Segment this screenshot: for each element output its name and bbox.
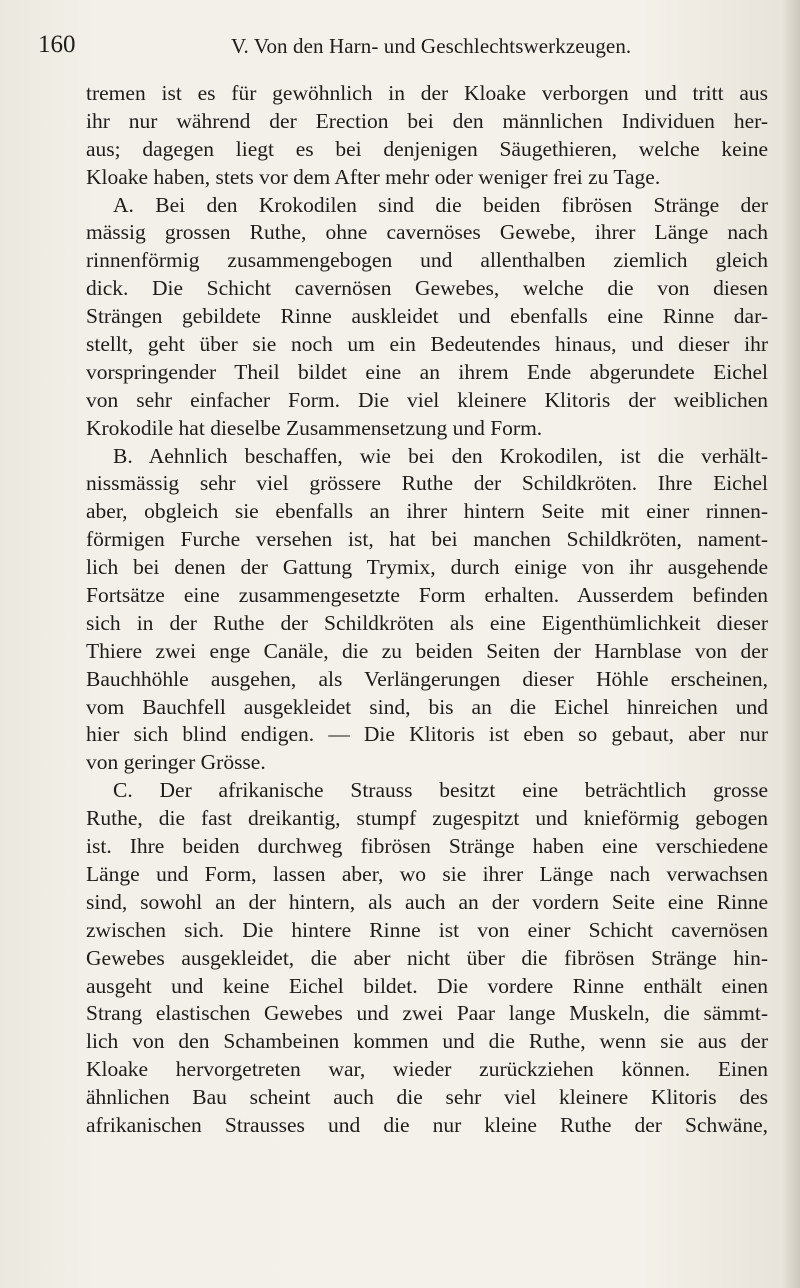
text-line: von geringer Grösse. (86, 750, 266, 775)
text-line: von sehr einfacher Form. Die viel kleinere Klitoris der weiblichen (86, 387, 768, 412)
text-line: nissmässig sehr viel grössere Ruthe der Schildkröten. Ihre Eichel (86, 471, 768, 496)
text-line: sind, sowohl an der hintern, als auch an der vordern Seite eine Rinne (86, 889, 768, 914)
text-line: mässig grossen Ruthe, ohne cavernöses Gewebe, ihrer Länge nach (86, 220, 768, 245)
text-line: Ruthe, die fast dreikantig, stumpf zugespitzt und knieförmig gebogen (86, 806, 768, 831)
text-line: Länge und Form, lassen aber, wo sie ihrer Länge nach verwachsen (86, 861, 768, 886)
text-line: Kloake haben, stets vor dem After mehr oder weniger frei zu Tage. (86, 164, 661, 189)
text-line: vom Bauchfell ausgekleidet sind, bis an die Eichel hinreichen und (86, 694, 768, 719)
text-line: dick. Die Schicht cavernösen Gewebes, welche die von diesen (86, 276, 768, 301)
text-line: zwischen sich. Die hintere Rinne ist von einer Schicht cavernösen (86, 917, 768, 942)
text-line: lich von den Schambeinen kommen und die Ruthe, wenn sie aus der (86, 1029, 768, 1054)
text-line: ähnlichen Bau scheint auch die sehr viel kleinere Klitoris des (86, 1085, 768, 1110)
body-text (86, 80, 768, 1140)
text-line: förmigen Furche versehen ist, hat bei manchen Schildkröten, nament- (86, 527, 768, 552)
text-line: lich bei denen der Gattung Trymix, durch einige von ihr ausgehende (86, 555, 768, 580)
running-head: V. Von den Harn- und Geschlechtswerkzeugen. (231, 34, 632, 58)
text-line: Kloake hervorgetreten war, wieder zurückziehen können. Einen (86, 1057, 768, 1082)
text-line: ihr nur während der Erection bei den männlichen Individuen her- (86, 108, 768, 133)
text-line: Bauchhöhle ausgehen, als Verlängerungen dieser Höhle erscheinen, (86, 666, 768, 691)
text-line: ausgeht und keine Eichel bildet. Die vordere Rinne enthält einen (86, 973, 768, 998)
text-line: ist. Ihre beiden durchweg fibrösen Stränge haben eine verschiedene (86, 834, 768, 859)
text-line: B. Aehnlich beschaffen, wie bei den Krokodilen, ist die verhält- (113, 443, 768, 468)
page-header (38, 30, 738, 60)
text-line: C. Der afrikanische Strauss besitzt eine beträchtlich grosse (113, 778, 768, 803)
text-line: Strängen gebildete Rinne auskleidet und ebenfalls eine Rinne dar- (86, 304, 768, 329)
text-line: vorspringender Theil bildet eine an ihrem Ende abgerundete Eichel (86, 359, 768, 384)
text-line: A. Bei den Krokodilen sind die beiden fibrösen Stränge der (113, 192, 768, 217)
text-line: sich in der Ruthe der Schildkröten als eine Eigenthümlichkeit dieser (86, 610, 768, 635)
text-line: aus; dagegen liegt es bei denjenigen Säugethieren, welche keine (86, 136, 768, 161)
text-line: Thiere zwei enge Canäle, die zu beiden Seiten der Harnblase von der (86, 638, 768, 663)
text-line: hier sich blind endigen. — Die Klitoris ist eben so gebaut, aber nur (86, 722, 768, 747)
page-number: 160 (38, 31, 76, 58)
text-line: rinnenförmig zusammengebogen und allenthalben ziemlich gleich (86, 248, 768, 273)
text-line: afrikanischen Strausses und die nur kleine Ruthe der Schwäne, (86, 1112, 768, 1137)
text-line: stellt, geht über sie noch um ein Bedeutendes hinaus, und dieser ihr (86, 332, 768, 357)
text-line: Fortsätze eine zusammengesetzte Form erhalten. Ausserdem befinden (86, 583, 768, 608)
page-edge-shadow (782, 0, 800, 1288)
text-line: Gewebes ausgekleidet, die aber nicht über die fibrösen Stränge hin- (86, 945, 768, 970)
text-line: Strang elastischen Gewebes und zwei Paar lange Muskeln, die sämmt- (86, 1001, 768, 1026)
text-line: aber, obgleich sie ebenfalls an ihrer hintern Seite mit einer rinnen- (86, 499, 768, 524)
text-line: Krokodile hat dieselbe Zusammensetzung und Form. (86, 415, 543, 440)
text-line: tremen ist es für gewöhnlich in der Kloake verborgen und tritt aus (86, 81, 768, 105)
